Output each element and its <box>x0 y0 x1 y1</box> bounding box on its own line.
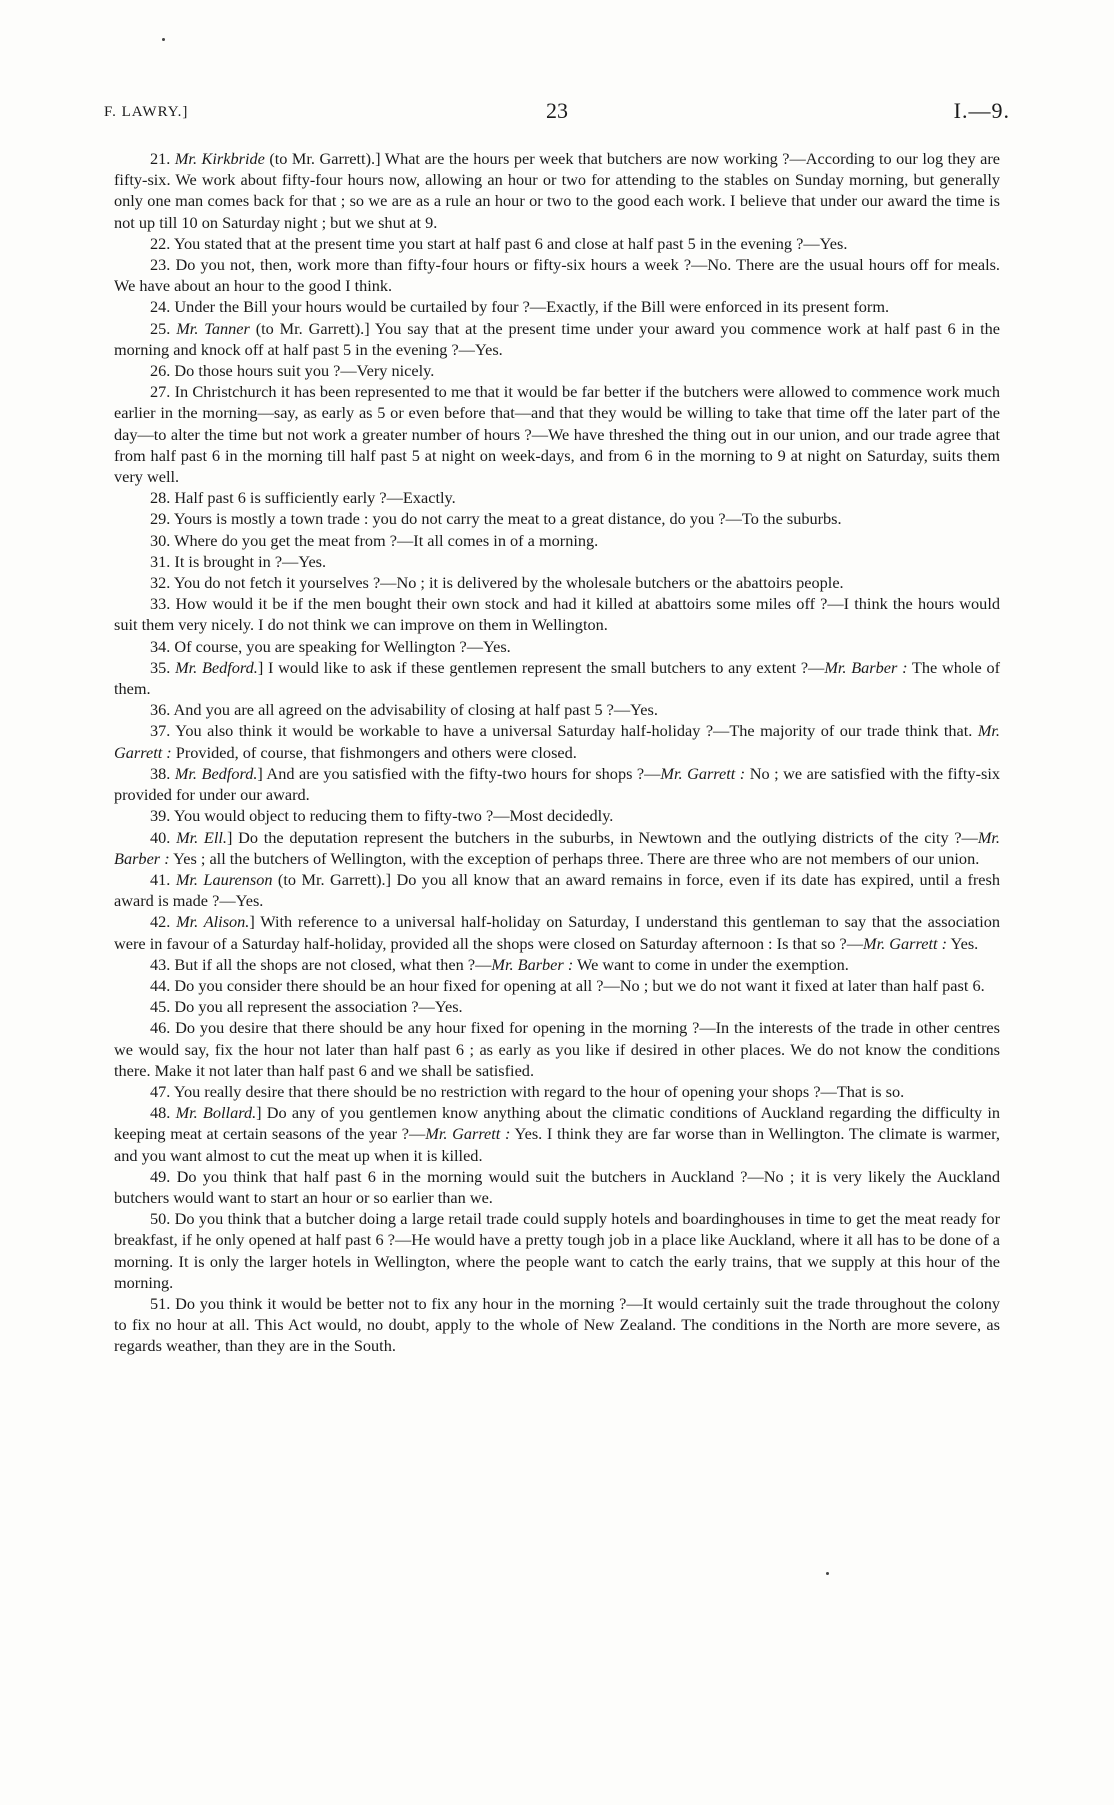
paragraph-text: 39. You would object to reducing them to fifty-two ?—Most decidedly. <box>150 806 614 826</box>
paragraph-text: 44. Do you consider there should be an hour fixed for opening at all ?—No ; but we do not want it fixed at later than half past 6. <box>150 975 985 995</box>
scan-speck <box>826 1572 829 1575</box>
paragraph-text: Provided, of course, that fishmongers and others were closed. <box>171 742 577 762</box>
question-paragraph <box>114 1208 1000 1293</box>
question-paragraph <box>114 318 1000 360</box>
question-paragraph <box>114 233 1000 254</box>
question-paragraph <box>114 869 1000 911</box>
question-paragraph <box>114 1293 1000 1357</box>
speaker-name: Mr. Bedford. <box>174 763 258 783</box>
speaker-name: Mr. Garrett : <box>114 721 1000 762</box>
question-paragraph <box>114 551 1000 572</box>
paragraph-text: 50. Do you think that a butcher doing a large retail trade could supply hotels and boardinghouses in time to get the meat ready for breakfast, if he only opened at half past 6 ?—He would have a pretty tough job in a place like Auckland, where it all has to be done of a morning. It is only the larger hotels in Wellington, where the people want to catch the early trains, that we supply at this hour of the morning. <box>114 1209 1000 1292</box>
paragraph-text: 42. <box>150 912 177 932</box>
paragraph-text: 36. And you are all agreed on the advisability of closing at half past 5 ?—Yes. <box>150 700 658 720</box>
paragraph-text: Yes. I think they are far worse than in Wellington. The climate is warmer, and you want almost to cut the meat up when it is killed. <box>114 1124 1000 1165</box>
paragraph-text: 40. <box>150 827 177 847</box>
paragraph-text: 49. Do you think that half past 6 in the morning would suit the butchers in Auckland ?—No ; it is very likely the Auckland butchers would want to start an hour or so earlier than we. <box>114 1166 1000 1207</box>
speaker-name: Mr. Ell. <box>176 827 227 847</box>
document-reference: I.—9. <box>953 98 1010 123</box>
question-paragraph <box>114 657 1000 699</box>
speaker-name: Mr. Alison. <box>176 912 250 932</box>
paragraph-text: 38. <box>150 763 175 783</box>
page-header <box>104 98 1010 128</box>
question-paragraph <box>114 1102 1000 1166</box>
question-paragraph <box>114 763 1000 805</box>
speaker-name: Mr. Bedford. <box>175 657 258 677</box>
paragraph-text: ] With reference to a universal half-holiday on Saturday, I understand this gentleman to say that the association were in favour of a Saturday half-holiday, provided all the shops were closed on Saturday afternoon : Is that so ?— <box>114 912 1001 953</box>
question-paragraph <box>114 508 1000 529</box>
paragraph-text: 21. <box>150 149 175 168</box>
paragraph-text: 25. <box>150 318 177 338</box>
witness-name: F. LAWRY.] <box>104 104 189 120</box>
question-paragraph <box>114 699 1000 720</box>
question-paragraph <box>114 996 1000 1017</box>
paragraph-text: 26. Do those hours suit you ?—Very nicely. <box>150 361 435 381</box>
paragraph-text: 24. Under the Bill your hours would be curtailed by four ?—Exactly, if the Bill were enforced in its present form. <box>150 297 890 317</box>
question-paragraph <box>114 254 1000 296</box>
speaker-name: Mr. Garrett : <box>863 933 947 953</box>
speaker-name: Mr. Kirkbride <box>174 149 265 168</box>
paragraph-text: ] And are you satisfied with the fifty-two hours for shops ?— <box>257 763 661 783</box>
paragraph-text: The whole of them. <box>114 657 1001 699</box>
speaker-name: Mr. Barber : <box>491 954 574 974</box>
paragraph-text: We want to come in under the exemption. <box>573 954 849 974</box>
question-paragraph <box>114 593 1000 635</box>
paragraph-text: 31. It is brought in ?—Yes. <box>150 551 327 571</box>
question-paragraph <box>114 381 1000 487</box>
paragraph-text: 28. Half past 6 is sufficiently early ?—Exactly. <box>150 488 456 508</box>
speaker-name: Mr. Tanner <box>176 318 250 338</box>
paragraph-text: 23. Do you not, then, work more than fifty-four hours or fifty-six hours a week ?—No. There are the usual hours off for meals. We have about an hour to the good I think. <box>114 255 1000 296</box>
paragraph-text: 48. <box>150 1103 176 1123</box>
paragraph-text: (to Mr. Garrett).] You say that at the present time under your award you commence work at half past 6 in the morning and knock off at half past 5 in the evening ?—Yes. <box>114 318 1000 359</box>
speaker-name: Mr. Bollard. <box>175 1103 257 1123</box>
question-paragraph <box>114 1166 1000 1208</box>
paragraph-text: Yes ; all the butchers of Wellington, with the exception of perhaps three. There are three who are not members of our union. <box>169 848 980 868</box>
paragraph-text: 47. You really desire that there should be no restriction with regard to the hour of opening your shops ?—That is so. <box>150 1081 905 1101</box>
question-paragraph <box>114 805 1000 826</box>
paragraph-text: 29. Yours is mostly a town trade : you do not carry the meat to a great distance, do you ?—To the suburbs. <box>150 509 842 529</box>
page-number: 23 <box>546 98 568 123</box>
paragraph-text: 22. You stated that at the present time you start at half past 6 and close at half past 5 in the evening ?—Yes. <box>150 233 848 253</box>
paragraph-text: (to Mr. Garrett).] Do you all know that an award remains in force, even if its date has expired, until a fresh award is made ?—Yes. <box>114 869 1001 911</box>
paragraph-text: ] Do any of you gentlemen know anything about the climatic conditions of Auckland regarding the difficulty in keeping meat at certain seasons of the year ?— <box>114 1103 1001 1144</box>
question-paragraph <box>114 296 1000 317</box>
paragraph-text: 37. You also think it would be workable to have a universal Saturday half-holiday ?—The majority of our trade think that. <box>150 721 978 741</box>
question-paragraph <box>114 954 1000 975</box>
paragraph-text: (to Mr. Garrett).] What are the hours per week that butchers are now working ?—According to our log they are fifty-six. We work about fifty-four hours now, allowing an hour or two for attending to the stables on Sunday morning, but generally only one man comes back for that ; so we are as a rule an hour or two to the good each work. I believe that under our award the time is not up till 10 on Saturday night ; but we shut at 9. <box>114 149 1001 232</box>
question-paragraph <box>114 636 1000 657</box>
paragraph-text: 33. How would it be if the men bought their own stock and had it killed at abattoirs some miles off ?—I think the hours would suit them very nicely. I do not think we can improve on them in Wellington. <box>114 594 1000 635</box>
paragraph-text: Yes. <box>947 933 979 953</box>
question-paragraph <box>114 1081 1000 1102</box>
speaker-name: Mr. Barber : <box>824 657 908 677</box>
question-paragraph <box>114 360 1000 381</box>
speaker-name: Mr. Garrett : <box>425 1124 511 1144</box>
paragraph-text: 41. <box>150 869 176 889</box>
paragraph-text: 32. You do not fetch it yourselves ?—No ; it is delivered by the wholesale butchers or the abattoirs people. <box>150 573 844 593</box>
question-paragraph <box>114 1017 1000 1081</box>
speaker-name: Mr. Garrett : <box>660 763 746 783</box>
paragraph-text: 46. Do you desire that there should be any hour fixed for opening in the morning ?—In the interests of the trade in other centres we would say, fix the hour not later than half past 6 ; as early as you like if desired in other places. We do not know the conditions there. Make it not later than half past 6 and we shall be satisfied. <box>114 1018 1000 1080</box>
question-paragraph <box>114 148 1000 233</box>
paragraph-text: No ; we are satisfied with the fifty-six provided for under our award. <box>114 763 1000 805</box>
paragraph-text: 43. But if all the shops are not closed, what then ?— <box>150 954 492 974</box>
paragraph-text: 27. In Christchurch it has been represented to me that it would be far better if the butchers were allowed to commence work much earlier in the morning—say, as early as 5 or even before that—and that they would be willing to take that time off the later part of the day—to alter the time but not work a greater number of hours ?—We have threshed the thing out in our union, and our trade agree that from half past 6 in the morning till half past 5 at night on week-days, and from 6 in the morning to 9 at night on Saturday, suits them very well. <box>114 382 1000 487</box>
paragraph-text: ] Do the deputation represent the butchers in the suburbs, in Newtown and the outlying districts of the city ?— <box>227 827 978 847</box>
paragraph-text: 45. Do you all represent the association ?—Yes. <box>150 997 463 1017</box>
question-paragraph <box>114 911 1000 953</box>
paragraph-text: 51. Do you think it would be better not to fix any hour in the morning ?—It would certainly suit the trade throughout the colony to fix no hour at all. This Act would, no doubt, apply to the whole of New Zealand. The conditions in the North are more severe, as regards weather, than they are in the South. <box>114 1293 1000 1356</box>
paragraph-text: ] I would like to ask if these gentlemen represent the small butchers to any extent ?— <box>257 657 825 677</box>
scan-speck <box>162 38 165 41</box>
question-paragraph <box>114 975 1000 996</box>
speaker-name: Mr. Laurenson <box>175 869 273 889</box>
question-paragraph <box>114 530 1000 551</box>
question-paragraph <box>114 572 1000 593</box>
testimony-body <box>114 148 1000 1357</box>
paragraph-text: 30. Where do you get the meat from ?—It all comes in of a morning. <box>150 530 599 550</box>
paragraph-text: 35. <box>150 657 176 677</box>
question-paragraph <box>114 487 1000 508</box>
question-paragraph <box>114 827 1000 869</box>
speaker-name: Mr. Barber : <box>114 827 1001 868</box>
paragraph-text: 34. Of course, you are speaking for Wellington ?—Yes. <box>150 636 511 656</box>
question-paragraph <box>114 720 1000 762</box>
